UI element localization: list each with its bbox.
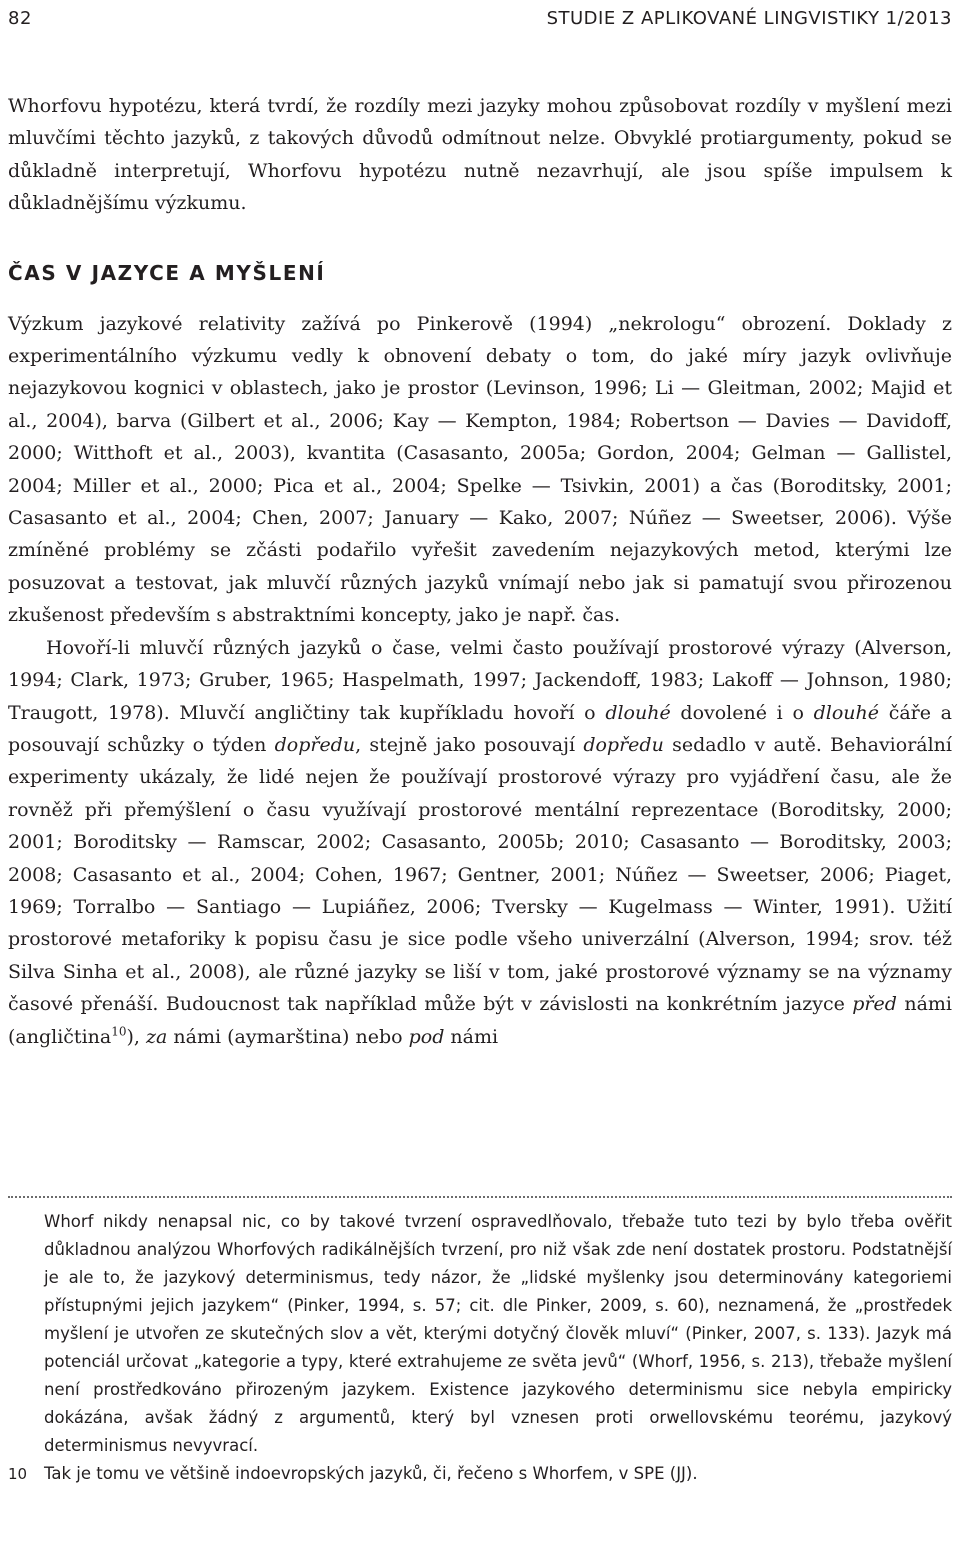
- italic-term: dopředu: [583, 733, 664, 756]
- italic-term: před: [852, 993, 897, 1016]
- footnote-separator: [8, 1196, 952, 1198]
- italic-term: za: [146, 1025, 168, 1048]
- italic-term: dlouhé: [813, 701, 879, 724]
- page-header: [8, 6, 952, 30]
- italic-term: dopředu: [274, 733, 356, 756]
- italic-term: dlouhé: [605, 701, 671, 724]
- footnotes: [8, 1208, 952, 1488]
- text-run: dovolené i o: [670, 701, 814, 724]
- text-run: Hovoří-li mluvčí různých jazyků o čase, velmi často používají prostorové výrazy (Alverson, 1994; Clark, 1973; Gruber, 1965; Haspelmath, 1997; Jackendoff, 1983; Lakoff — Johnson, 1980; Traugott, 1978). Mluvčí angličtiny tak kupříkladu hovoří o: [8, 636, 952, 724]
- italic-term: pod: [408, 1025, 445, 1048]
- footnote-number: 10: [8, 1465, 28, 1483]
- main-text: [8, 90, 952, 1053]
- footnote-number: [8, 1208, 44, 1460]
- paragraph-relativity: Výzkum jazykové relativity zažívá po Pinkerově (1994) „nekrologu“ obrození. Doklady z experimentálního výzkumu vedly k obnovení debaty o tom, do jaké míry jazyk ovlivňuje nejazykovou kognici v oblastech, jako je prostor (Levinson, 1996; Li — Gleitman, 2002; Majid et al., 2004), barva (Gilbert et al., 2006; Kay — Kempton, 1984; Robertson — Davies — Davidoff, 2000; Witthoft et al., 2003), kvantita (Casasanto, 2005a; Gordon, 2004; Gelman — Gallistel, 2004; Miller et al., 2000; Pica et al., 2004; Spelke — Tsivkin, 2001) a čas (Boroditsky, 2001; Casasanto et al., 2004; Chen, 2007; January — Kako, 2007; Núñez — Sweetser, 2006). Výše zmíněné problémy se zčásti podařilo vyřešit zavedením nejazykových metod, kterými lze posuzovat a testovat, jak mluvčí různých jazyků vnímají nebo jak si pamatují svou přirozenou zkušenost především s abstraktními koncepty, jako je např. čas.: [8, 312, 952, 627]
- footnote-item: [8, 1460, 952, 1488]
- journal-title: STUDIE Z APLIKOVANÉ LINGVISTIKY 1/2013: [546, 7, 952, 29]
- text-run: sedadlo v autě. Behaviorální experimenty ukázaly, že lidé nejen že používají prostorové výrazy pro vyjádření času, ale že rovněž při přemýšlení o času využívají prostorové mentální reprezentace (Boroditsky, 2000; 2001; Boroditsky — Ramscar, 2002; Casasanto, 2005b; 2010; Casasanto — Boroditsky, 2003; 2008; Casasanto et al., 2004; Cohen, 1967; Gentner, 2001; Núñez — Sweetser, 2006; Piaget, 1969; Torralbo — Santiago — Lupiáñez, 2006; Tversky — Kugelmass — Winter, 1991). Užití prostorové metaforiky k popisu času je sice podle všeho univerzální (Alverson, 1994; srov. též Silva Sinha et al., 2008), ale různé jazyky se liší v tom, jaké prostorové významy se na významy časové přenáší. Budoucnost tak například může být v závislosti na konkrétním jazyce: [8, 733, 952, 1016]
- text-run: námi: [444, 1025, 499, 1048]
- footnote-ref[interactable]: 10: [111, 1024, 127, 1039]
- text-run: námi (aymarština) nebo: [167, 1025, 409, 1048]
- text-run: čáře a posouvají schůzky o týden: [8, 701, 953, 756]
- footnote-text: Tak je tomu ve většině indoevropských jazyků, či, řečeno s Whorfem, v SPE (JJ).: [44, 1464, 698, 1483]
- footnote-text: Whorf nikdy nenapsal nic, co by takové tvrzení ospravedlňovalo, třebaže tuto tezi by bylo třeba ověřit důkladnou analýzou Whorfových radikálnějších tvrzení, pro niž však zde není dostatek prostoru. Podstatnější je ale to, že jazykový determinismus, tedy názor, že „lidské myšlenky jsou determinovány kategoriemi přístupnými jejich jazykem“ (Pinker, 1994, s. 57; cit. dle Pinker, 2009, s. 60), neznamená, že „prostředek myšlení je utvořen ze skutečných slov a vět, kterými dotyčný člověk mluví“ (Pinker, 2007, s. 133). Jazyk má potenciál určovat „kategorie a typy, které extrahujeme ze světa jevů“ (Whorf, 1956, s. 213), třebaže myšlení není prostředkováno přirozeným jazykem. Existence jazykového determinismu sice nebyla empiricky dokázána, avšak žádný z argumentů, který byl vznesen proti orwellovskému teorému, jazykový determinismus nevyvrací.: [44, 1212, 952, 1455]
- intro-paragraph: Whorfovu hypotézu, která tvrdí, že rozdíly mezi jazyky mohou způsobovat rozdíly v myšlení mezi mluvčími těchto jazyků, z takových důvodů odmítnout nelze. Obvyklé protiargumenty, pokud se důkladně interpretují, Whorfovu hypotézu nutně nezavrhují, ale jsou spíše impulsem k důkladnějšímu výzkumu.: [8, 95, 952, 215]
- text-run: námi (angličtina: [8, 993, 952, 1048]
- section-heading: ČAS V JAZYCE A MYŠLENÍ: [8, 260, 326, 285]
- text-run: , stejně jako posouvají: [355, 733, 584, 756]
- page-number: 82: [8, 7, 32, 29]
- paragraph-time-space: [8, 632, 952, 1053]
- footnote-item: [8, 1208, 952, 1460]
- text-run: ),: [126, 1025, 146, 1048]
